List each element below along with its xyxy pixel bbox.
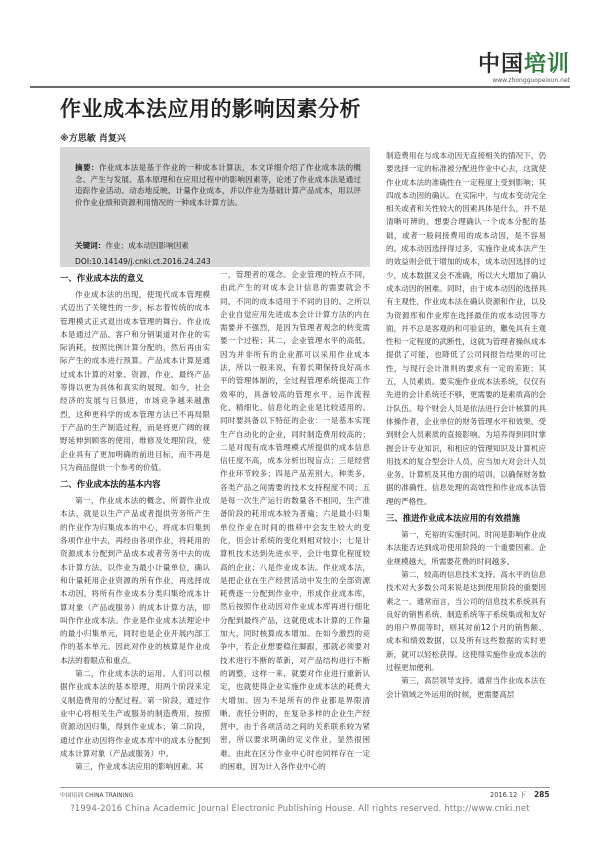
page-number: 285 xyxy=(533,790,550,799)
abstract-text: 作业成本法是基于作业的一种成本计算法，本文详细介绍了作业成本法的概念、产生与发展、基本原理和在应用过程中的影响因素等，论述了作业成本法是通过追踪作业活动、动态地反映、计量作业成本，并以作业为基础计算产品成本，用以评价作业业绩和资源利用情况的一种成本计算方法。 xyxy=(75,163,362,207)
section-heading-3: 三、推进作业成本法应用的有效措施 xyxy=(386,513,520,524)
paragraph: 制造费用在与成本动因无直接相关的情况下，仍要选择一定的标准被分配进作业中心去，这就使作业成本法的准确性在一定程度上受到影响；其四成本动因的确认。在实际中，与成本变动完全相关或者和关性较大的因素具体是什么，并不是清晰可辨的。想要合理确认一个成本分配的基础，或者一般间接费用的成本动因，是不容易的。成本动因选择得过多，实施作业成本法产生的效益则会低于增加的成本，成本动因选择的过少，成本数据又会不准确，所以大大增加了确认成本动因的困难。同时，由于成本动因的选择具有主观性，作业成本法在确认资源和作业，以及为资源库和作业库在选择最佳的成本动因等方面，并不总是客观的和可验证的，難免具有主观性和一定程度的武断性，这就为管理者操纵成本提供了可能，也降低了公司间报告结果的可比性，与现行会计准则的要求有一定的差距；其五，人员素质。要实施作业成本法系统，仅仅有先进的会计系统还不够，更需要的是素质高的会计队伍。每个财会人员是依法进行会计核算的具体操作者，企业单位的财务管理水平和效果，受到财会人员素质的直接影响。为培养得到同时掌握会计专业知识，和相应的管理知识及计算机应用技术的复合型会计人员，应当加大对会计人员业务、计算机及其他方面的培训，以确保财务数据的准确性、信息处理的高效性和作业成本法管理的严格性。 xyxy=(386,151,546,506)
article-title: 作业成本法应用的影响因素分析 xyxy=(60,97,361,121)
keywords xyxy=(75,240,361,251)
journal-logo: 中国培训 xyxy=(477,52,570,77)
section-heading-1: 一、作业成本法的意义 xyxy=(60,273,144,283)
paragraph: 第三，作业成本法应用的影响因素。其 xyxy=(75,762,204,772)
abstract-label: 摘要： xyxy=(75,163,99,172)
body-column-3 xyxy=(386,149,546,701)
section-heading-2: 二、作业成本法的基本内容 xyxy=(60,479,161,490)
footer-rule xyxy=(60,787,550,788)
footer-journal: 中国培训 CHINA TRAINING xyxy=(60,793,134,799)
header-rule xyxy=(30,86,570,88)
journal-url: www.zhongguopeixun.net xyxy=(492,77,570,84)
copyright-notice: ?1994-2016 China Academic Journal Electronic Publishing House. All rights reserved. http://www.cnki.net xyxy=(70,803,530,813)
paragraph: 第一，充裕的实施时间。时间是影响作业成本法能否达到成功使用阶段的一个重要因素。企业规模越大，所需要花费的时间越多。 xyxy=(386,530,546,566)
journal-brand xyxy=(478,53,570,85)
footer-date-page xyxy=(490,789,550,799)
paragraph: 作业成本法的出现，使现代成本管理模式迈出了关键性的一步，标志着传统的成本管理模式正式退出成本管理的舞台。作业成本是通过产品、客户和分销渠道对作业的实际消耗，按照比例计算分配的，然后再由实际产生的成本进行预算。产品成本计算是通过成本计算的对象、资源、作业、最终产品等得以更为具体和真实的展现。如今，社会经济的发展与日俱进，市场竞争越来越激烈，这种更科学的成本管理方法已不再局限于产品的生产制造过程，而是将更广阔的视野延伸到顾客的使用，维修及处理阶段，使企业具有了更加明确的前进目标，而不再是只为商品提供一个参考的价值。 xyxy=(60,290,210,472)
issue-date: 2016.12 下 xyxy=(490,791,526,799)
abstract xyxy=(75,162,361,208)
paragraph: 第二，作业成本法的运用。人们可以根据作业成本法的基本原理，用两个阶段来定义制造费用的分配过程。第一阶段，通过作业中心将相关生产或服务的制造费用，按照资源动因归集，得到作业成本；第二阶段，通过作业动因将作业成本库中的成本分配到成本计算对象（产品或服务）中。 xyxy=(60,669,210,758)
body-column-2 xyxy=(220,268,370,773)
paragraph: 第一，作业成本法的概念。所谓作业成本法，就是以生产产品或者提供劳务所产生的作业作为归集成本的中心，将成本归集到各项作业中去，再经由各项作业，将耗用的资源成本分配到产品成本或者劳务中去的成本计算方法。以作业为最小计量单位，确认和计量耗用企业资源的所有作业，再选择成本动因，将所有作业成本分类归集给成本计算对象（产品或服务）的成本计算方法，即叫作作业成本法。作业是作业成本法理论中的最小归集单元，同时也是企业开展内部工作的基本单元。因此对作业的核算是作业成本法的着眼点和重点。 xyxy=(60,496,210,665)
doi: DOI:10.14149/j.cnki.ct.2016.24.243 xyxy=(75,257,211,266)
paragraph: 一，管理者的观念。企业管理的特点不同，由此产生的对成本会计信息的需要就会不同，不同的成本适用于不同的目的。之所以企业自觉应用先进成本会计计算方法的内在需要并不强烈，是因为管理者观念的转变需要一个过程；其二，企业管理水平的高低。因为并非所有的企业都可以采用作业成本法，所以一般来说，有着长期保持良好高水平的管理体制的，全过程管理系统提高工作效率的，具备较高的管理水平，运作流程化、精细化、信息化的企业是比较适用的。同时要具备以下特征的企业：一是基本实现生产自动化的企业，同时制造费用较高的；二是对现有成本管理模式所提供的成本信息信任度不高，成本分析出现盲点；三是经营作业环节较多；四是产品差别大，种类多，各类产品之间需要的技术支持程度不同；五是每一次生产运行的数量各不相同，生产准备阶段的耗用成本较为普遍；六是最小归集单位作业在时间的推移中会发生较大的变化，但会计系统的变化则相对较小；七是计算机技术达到先进水平，会计电算化程度较高的企业；八是作业成本法。作业成本法，是把企业在生产经营活动中发生的全部资源耗费逐一分配到作业中，形成作业成本库，然后按照作业动因对作业成本库再进行细化分配到最终产品，这就使成本计算的工作量加大，同时核算成本增加。在如今激烈的竞争中，若企业想要稳住脚跟，那就必须要对技术进行不断的革新，对产品结构进行不断的调整，这样一来，就要对作业进行重新认定，也就使得企业实施作业成本法的耗费大大增加。因为不是所有的作业都是界限清晰、责任分明的，在复杂多样的企业生产经营中，由于各项活动之间的关系联系较为紧密，所以要求明确的定义作业，显然很困难。由此在区分作业中心时也同样存在一定的困难，因为计入各作业中心的 xyxy=(220,270,370,771)
body-column-1 xyxy=(60,268,210,773)
article-authors: ※方思敏 肖复兴 xyxy=(60,134,126,144)
keywords-text: 作业；成本动因影响因素 xyxy=(105,241,189,250)
paragraph: 第二，较高的信息技术支持。高水平的信息技术对大多数公司来说是达到使用阶段的重要因素之一。通常而言，当公司的信息技术系统具有良好的销售系统、制造系统等子系统集成和友好的用户界面等时，则其对前12个月的销售额、成本和绩效数据，以及所有这些数据的实时更新，就可以轻松获得。这使得实施作业成本法的过程更加便利。 xyxy=(386,569,546,672)
paragraph: 第三，高层领导支持。通常当作业成本法在会计领域之外运用的时候，更需要高层 xyxy=(386,676,546,699)
keywords-label: 关键词： xyxy=(75,241,106,250)
